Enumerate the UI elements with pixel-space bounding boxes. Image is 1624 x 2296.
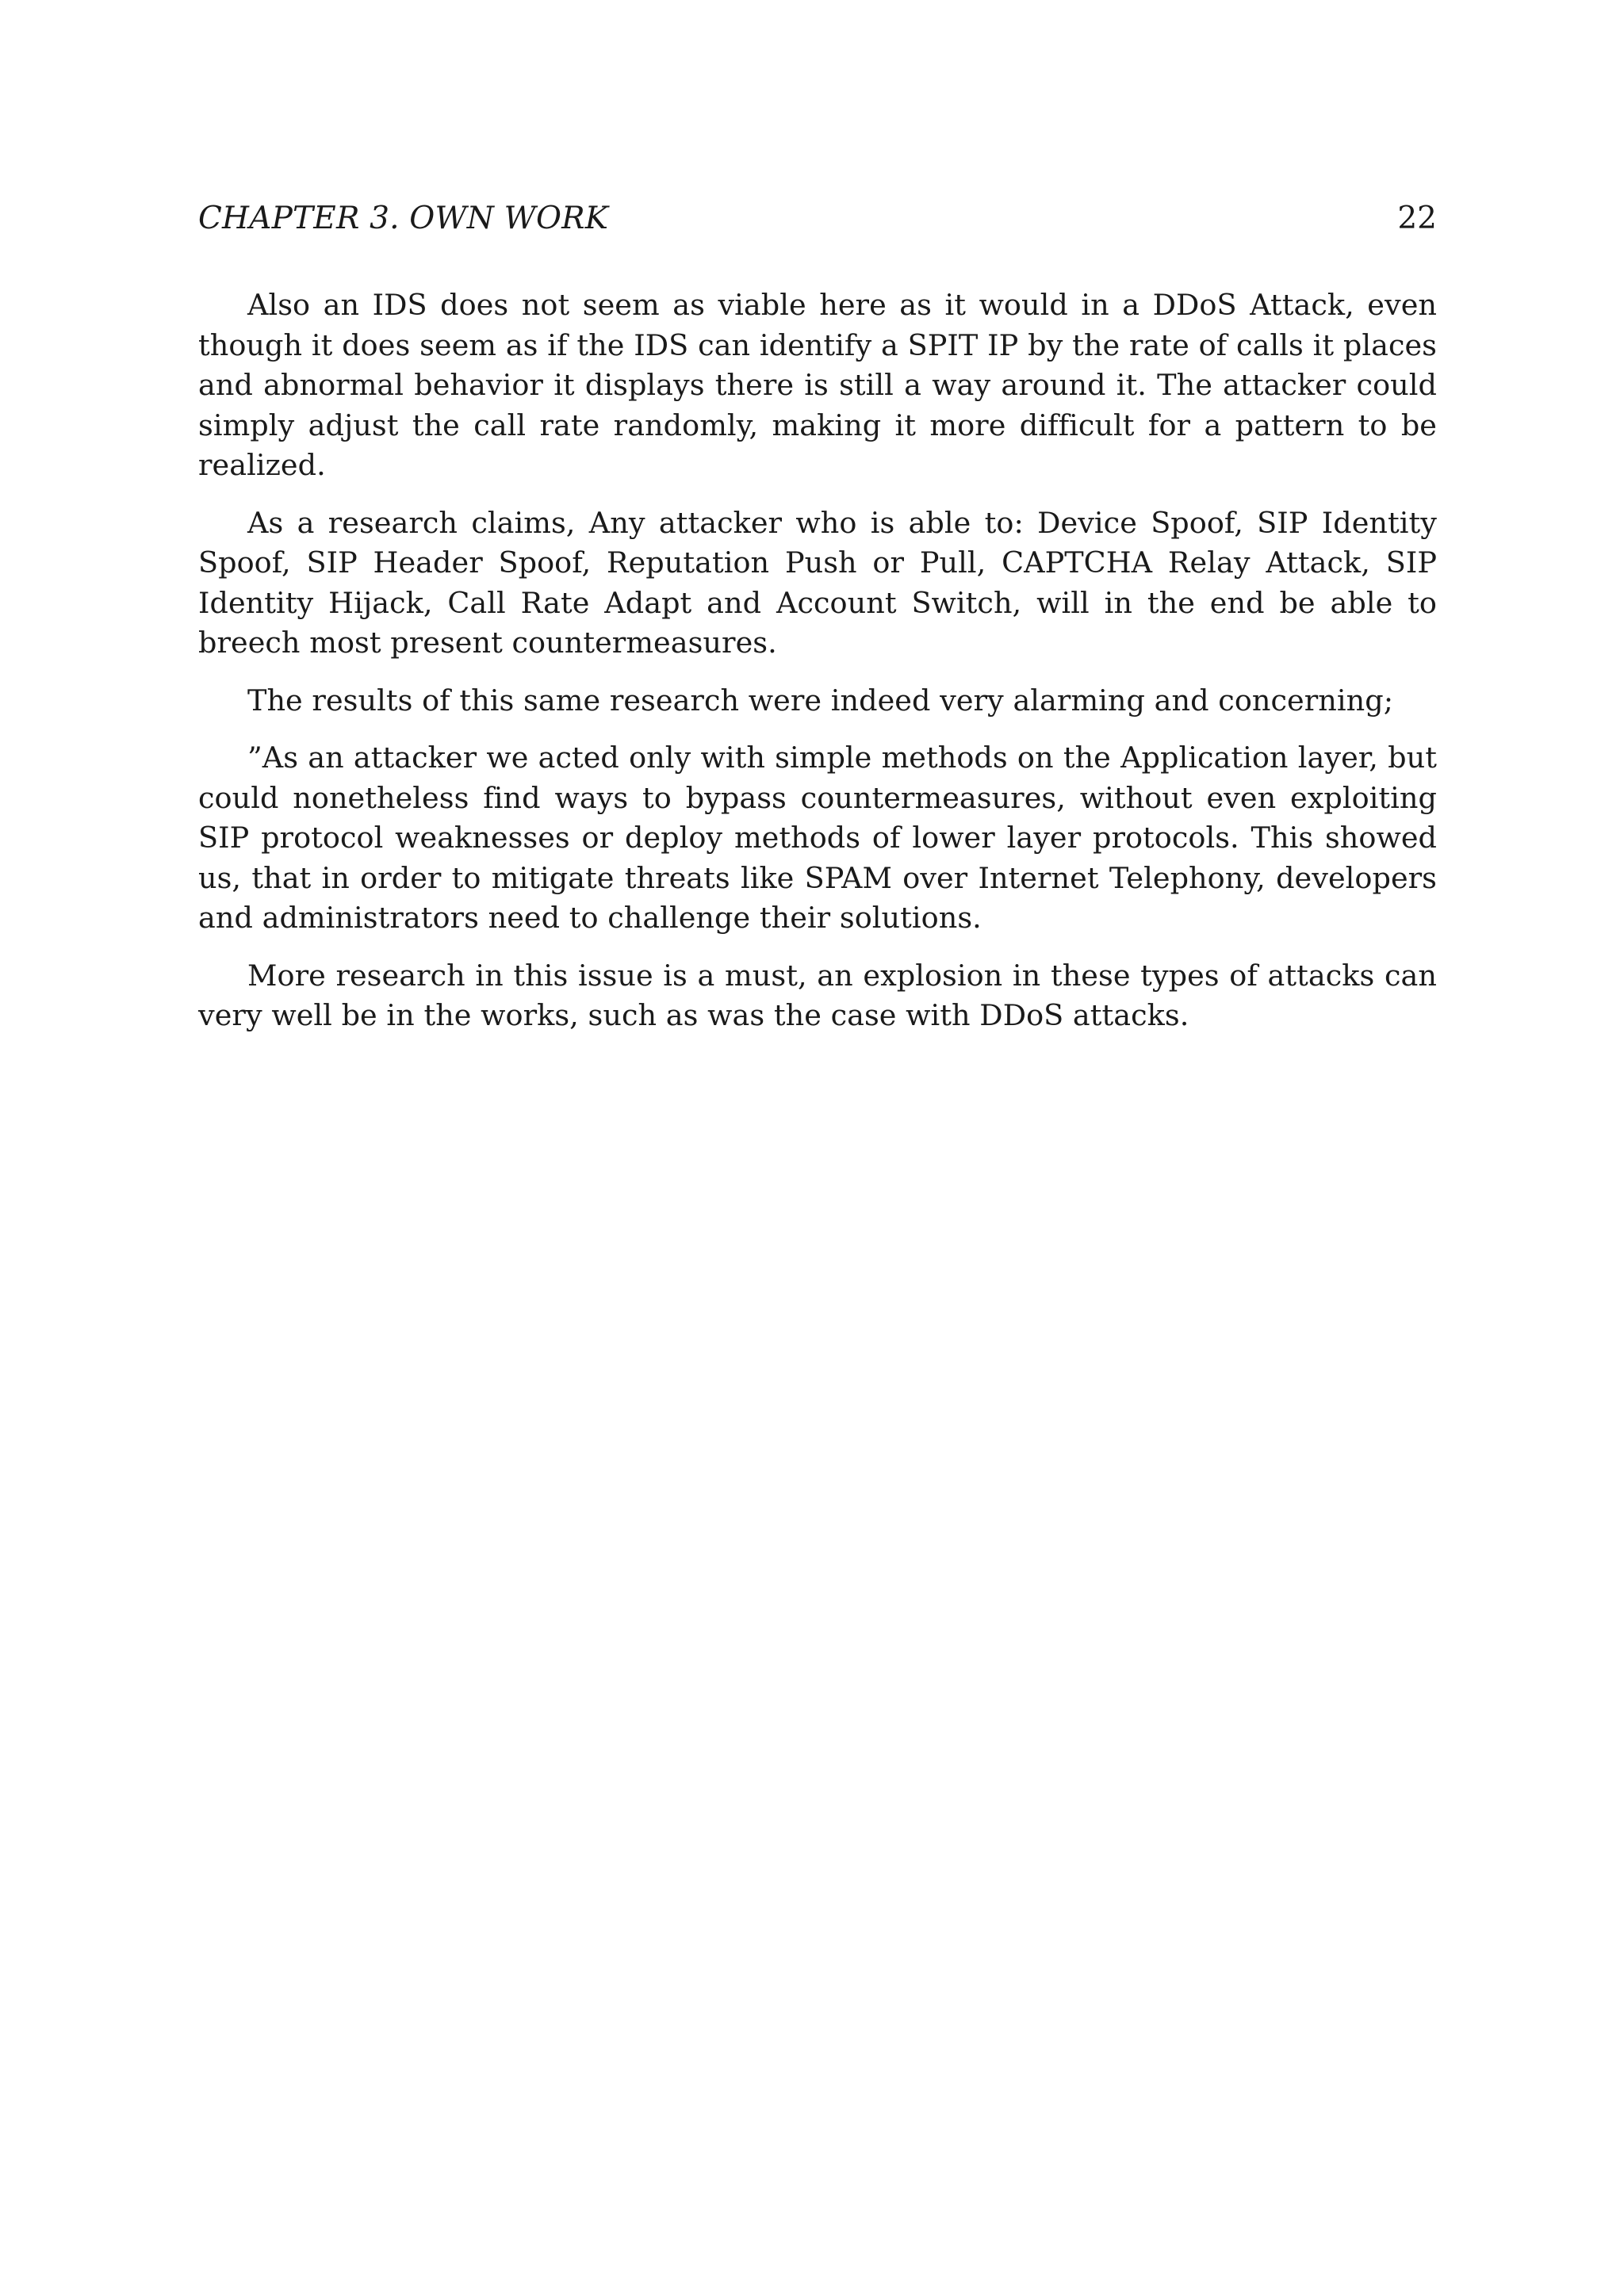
- page-number: 22: [1397, 201, 1437, 236]
- body-text: [198, 285, 1437, 1054]
- paragraph-more-research: More research in this issue is a must, an explosion in these types of attacks can very well be in the works, such as was the case with DDoS attacks.: [198, 958, 1437, 1032]
- chapter-title: CHAPTER 3. OWN WORK: [198, 201, 609, 236]
- paragraph-research-results: The results of this same research were indeed very alarming and concerning;: [247, 683, 1394, 718]
- running-header: [198, 198, 1437, 239]
- paragraph-ids-viability: Also an IDS does not seem as viable here as it would in a DDoS Attack, even though it does seem as if the IDS can identify a SPIT IP by the rate of calls it places and abnormal behavior it displays there is still a way around it. The attacker could simply adjust the call rate randomly, making it more difficult for a pattern to be realized.: [198, 288, 1437, 482]
- paragraph-attacker-quote: ”As an attacker we acted only with simple methods on the Application layer, but could nonetheless find ways to bypass countermeasures, without even exploiting SIP protocol weaknesses or deploy methods of lower layer protocols. This showed us, that in order to mitigate threats like SPAM over Internet Telephony, developers and administrators need to challenge their solutions.: [198, 740, 1437, 935]
- paragraph-research-claims: As a research claims, Any attacker who is able to: Device Spoof, SIP Identity Spoof, SIP Header Spoof, Reputation Push or Pull, CAPTCHA Relay Attack, SIP Identity Hijack, Call Rate Adapt and Account Switch, will in the end be able to breech most present countermeasures.: [198, 505, 1437, 660]
